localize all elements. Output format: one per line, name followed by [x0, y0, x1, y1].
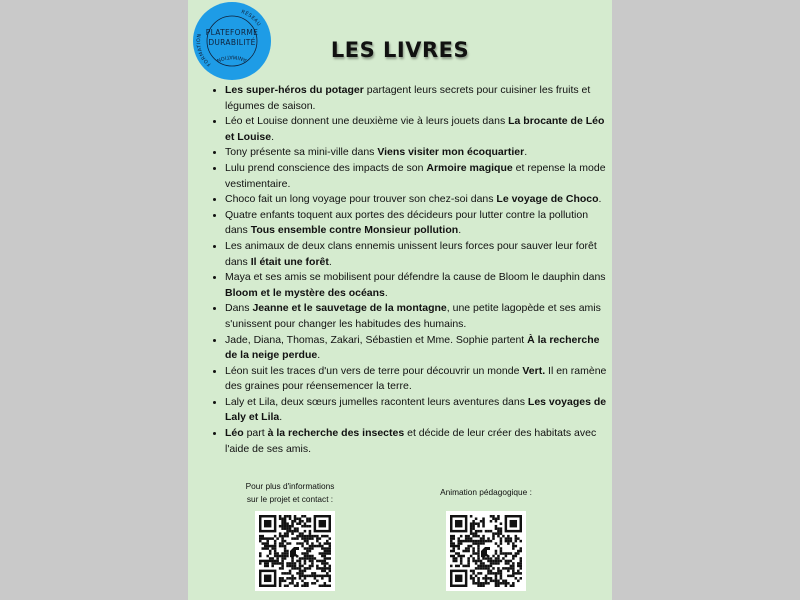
book-description-text: et repense la mode vestimentaire. [225, 161, 606, 190]
qr-code-contact[interactable] [255, 511, 335, 591]
book-description-text: Il en ramène des graines pour réensemencer la terre. [225, 364, 607, 393]
book-description-text: part [243, 427, 268, 440]
book-title-text: Tous ensemble contre Monsieur pollution [250, 224, 459, 237]
book-description-text: , une petite lagopède et ses amis s'unissent pour changer les habitudes des humains. [225, 302, 601, 330]
logo-ring-left-text: FORMATION [196, 33, 213, 68]
book-description-text: . [271, 130, 275, 143]
book-item [225, 426, 612, 457]
book-description-text: partagent leurs secrets pour cuisiner les fruits et légumes de saison. [225, 84, 591, 112]
info-contact-line-1: Pour plus d'informations [245, 481, 335, 491]
book-title-text: Les voyages de Laly et Lila [225, 395, 607, 424]
page-title: LES LIVRES [330, 38, 470, 62]
book-description-text: Lulu prend conscience des impacts de son [225, 161, 427, 174]
flyer-page [188, 0, 612, 600]
info-contact-line-2: sur le projet et contact : [246, 493, 334, 504]
logo-ring-bottom-text: ANIMATION [215, 53, 248, 64]
book-description-text: . [524, 146, 528, 159]
qr-code-animation-pattern [450, 515, 522, 587]
book-item [225, 333, 612, 364]
info-contact-caption [220, 480, 360, 505]
book-description-text: et décide de leur créer des habitats avec l'aide de ses amis. [225, 427, 597, 455]
book-title-text: Léo [225, 427, 244, 440]
book-title-text: Jeanne et le sauvetage de la montagne [252, 302, 447, 315]
book-title-text: La brocante de Léo et Louise [225, 115, 605, 143]
book-title-text: Vert. [522, 364, 546, 377]
book-item [225, 395, 612, 426]
book-title-text: Armoire magique [426, 161, 513, 174]
book-item [225, 208, 612, 239]
info-animation-line-1: Animation pédagogique : [440, 487, 532, 497]
book-description-text: Choco fait un long voyage pour trouver son chez-soi dans [225, 193, 497, 206]
book-description-text: . [458, 224, 462, 237]
book-title-text: Les super-héros du potager [225, 84, 364, 96]
book-item [225, 192, 612, 208]
book-description-text: . [317, 349, 321, 362]
qr-code-animation[interactable] [446, 511, 526, 591]
book-title-text: Le voyage de Choco [496, 193, 599, 206]
book-description-text: . [598, 193, 602, 206]
book-title-text: Il était une forêt [250, 255, 329, 268]
book-description-text: Maya et ses amis se mobilisent pour défendre la cause de Bloom le dauphin dans [225, 271, 606, 284]
book-description-text: . [384, 286, 388, 299]
book-title-text: Bloom et le mystère des océans [225, 286, 385, 299]
info-animation-caption [416, 486, 556, 499]
logo-ring-right-text: RÉSEAU [240, 9, 262, 28]
book-description-text: Léon suit les traces d'un vers de terre pour découvrir un monde [225, 364, 523, 377]
book-description-text: . [279, 411, 283, 424]
book-description-text: Tony présente sa mini-ville dans [225, 146, 378, 159]
book-title-text: À la recherche de la neige perdue [225, 333, 600, 362]
book-item [225, 239, 612, 270]
book-description-text: . [328, 255, 332, 268]
book-item [225, 270, 612, 301]
book-description-text: Dans [225, 302, 253, 315]
logo-main-text: PLATEFORME DURABILITÉ [205, 28, 259, 47]
book-title-text: Viens visiter mon écoquartier [377, 146, 525, 159]
book-item [225, 301, 612, 332]
qr-code-contact-pattern [259, 515, 331, 587]
book-description-text: Quatre enfants toquent aux portes des décideurs pour lutter contre la pollution dans [225, 208, 589, 237]
book-title-text: à la recherche des insectes [267, 427, 405, 440]
books-list [210, 83, 612, 457]
book-item [225, 364, 612, 395]
book-item [225, 83, 612, 114]
book-item [225, 161, 612, 192]
book-item [225, 114, 612, 145]
book-description-text: Léo et Louise donnent une deuxième vie à leurs jouets dans [225, 115, 509, 128]
book-description-text: Les animaux de deux clans ennemis unissent leurs forces pour sauver leur forêt dans [225, 239, 597, 268]
book-description-text: Laly et Lila, deux sœurs jumelles racontent leurs aventures dans [225, 395, 528, 408]
book-description-text: Jade, Diana, Thomas, Zakari, Sébastien et Mme. Sophie partent [225, 333, 528, 346]
book-item [225, 145, 612, 161]
